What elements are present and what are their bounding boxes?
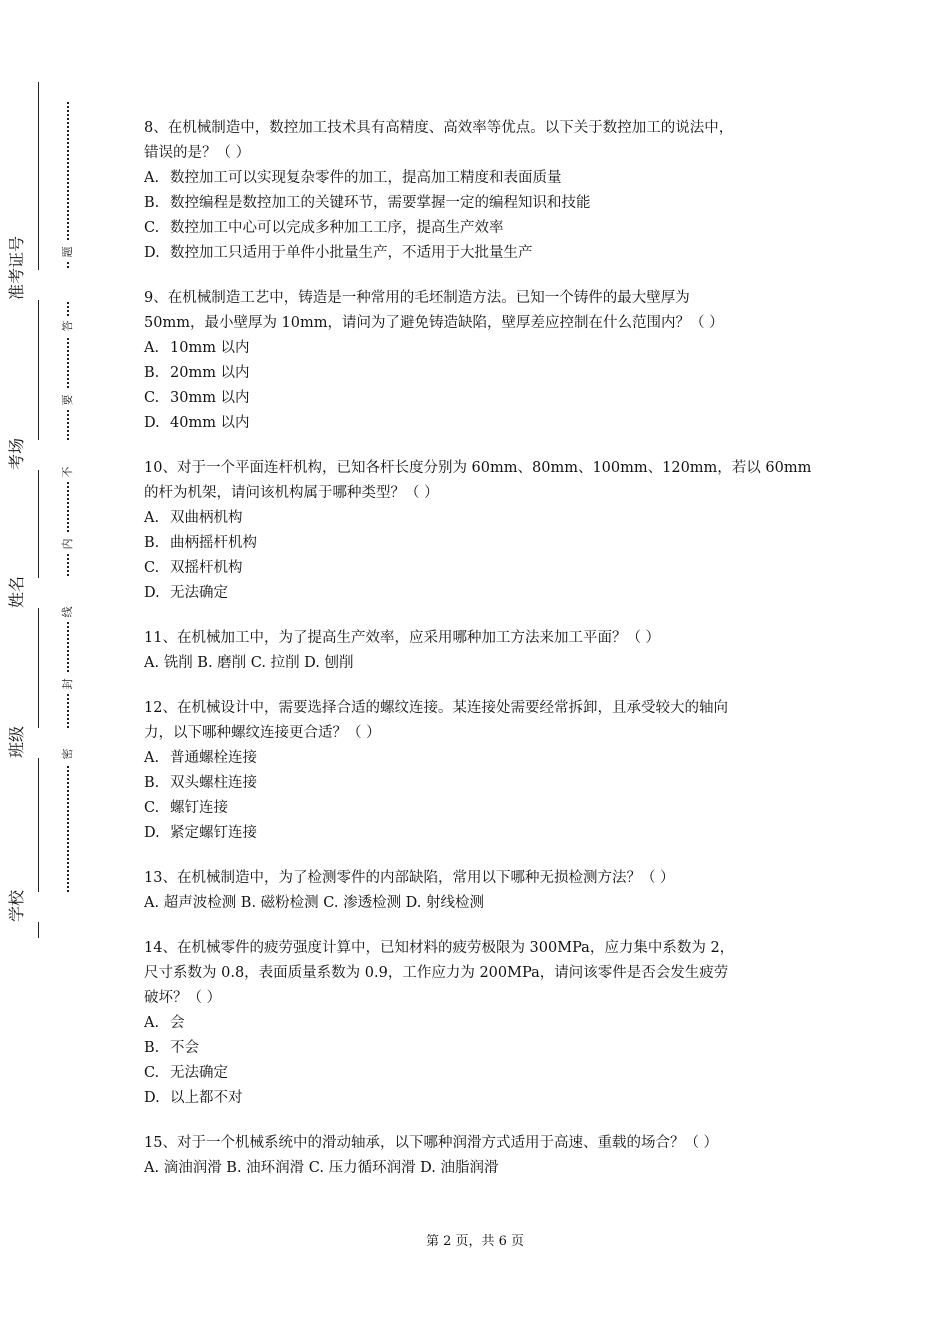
seal-char: 封 xyxy=(58,674,78,694)
option-text: 双曲柄机构 xyxy=(170,510,243,526)
seal-char: 密 xyxy=(58,744,78,764)
seal-char: 题 xyxy=(58,242,78,262)
option-a xyxy=(144,1011,824,1036)
option-letter: C. xyxy=(144,800,160,816)
question-8 xyxy=(144,116,824,266)
option-letter: D. xyxy=(144,585,160,601)
option-text: 数控加工只适用于单件小批量生产，不适用于大批量生产 xyxy=(170,245,533,261)
question-text: 50mm，最小壁厚为 10mm，请问为了避免铸造缺陷，壁厚差应控制在什么范围内？（ ） xyxy=(144,315,724,331)
option-b xyxy=(144,191,824,216)
option-letter: A. xyxy=(144,510,160,526)
option-a xyxy=(144,336,824,361)
question-text: 12、在机械设计中，需要选择合适的螺纹连接。某连接处需要经常拆卸，且承受较大的轴向 xyxy=(144,700,728,716)
question-text: 力，以下哪种螺纹连接更合适？（ ） xyxy=(144,725,381,741)
option-letter: D. xyxy=(144,1090,160,1106)
seal-char: 要 xyxy=(58,390,78,410)
seal-char: 内 xyxy=(58,534,78,554)
option-letter: A. xyxy=(144,340,160,356)
option-text: 紧定螺钉连接 xyxy=(170,825,257,841)
option-text: 10mm 以内 xyxy=(170,340,250,356)
question-text: 8、在机械制造中，数控加工技术具有高精度、高效率等优点。以下关于数控加工的说法中， xyxy=(144,120,734,136)
option-letter: D. xyxy=(144,245,160,261)
option-text: 不会 xyxy=(170,1040,199,1056)
option-text: 会 xyxy=(170,1015,185,1031)
question-9 xyxy=(144,286,824,436)
option-text: 40mm 以内 xyxy=(170,415,250,431)
question-text: 尺寸系数为 0.8，表面质量系数为 0.9，工作应力为 200MPa，请问该零件是否会发生疲劳 xyxy=(144,965,729,981)
binding-label-exam-number: 准考证号 xyxy=(2,270,76,300)
option-letter: C. xyxy=(144,390,160,406)
option-c xyxy=(144,556,824,581)
seal-char: 线 xyxy=(58,602,78,622)
page-number: 第 2 页，共 6 页 xyxy=(425,1234,525,1249)
option-letter: B. xyxy=(144,365,160,381)
option-b xyxy=(144,771,824,796)
option-a xyxy=(144,746,824,771)
option-c xyxy=(144,386,824,411)
seal-char: 不 xyxy=(58,462,78,482)
option-letter: B. xyxy=(144,1040,160,1056)
question-text: 错误的是？（ ） xyxy=(144,145,251,161)
option-letter: B. xyxy=(144,775,160,791)
option-a xyxy=(144,506,824,531)
option-d xyxy=(144,581,824,606)
option-text: 20mm 以内 xyxy=(170,365,250,381)
option-letter: D. xyxy=(144,825,160,841)
option-b xyxy=(144,361,824,386)
option-letter: D. xyxy=(144,415,160,431)
option-d xyxy=(144,821,824,846)
option-d xyxy=(144,241,824,266)
option-c xyxy=(144,796,824,821)
binding-solid-line xyxy=(38,82,39,938)
question-text: 10、对于一个平面连杆机构，已知各杆长度分别为 60mm、80mm、100mm、120mm，若以 60mm xyxy=(144,460,812,476)
question-11 xyxy=(144,626,824,676)
question-10 xyxy=(144,456,824,606)
inline-options: A. 滴油润滑 B. 油环润滑 C. 压力循环润滑 D. 油脂润滑 xyxy=(144,1160,499,1176)
question-text: 11、在机械加工中，为了提高生产效率，应采用哪种加工方法来加工平面？（ ） xyxy=(144,630,661,646)
question-text: 的杆为机架，请问该机构属于哪种类型？（ ） xyxy=(144,485,439,501)
question-text: 15、对于一个机械系统中的滑动轴承，以下哪种润滑方式适用于高速、重载的场合？（ ） xyxy=(144,1135,719,1151)
question-13 xyxy=(144,866,824,916)
option-a xyxy=(144,166,824,191)
option-b xyxy=(144,1036,824,1061)
question-text: 13、在机械制造中，为了检测零件的内部缺陷，常用以下哪种无损检测方法？（ ） xyxy=(144,870,675,886)
option-letter: B. xyxy=(144,535,160,551)
binding-label-name: 姓名 xyxy=(2,578,76,608)
option-text: 螺钉连接 xyxy=(170,800,228,816)
option-text: 数控加工中心可以完成多种加工工序，提高生产效率 xyxy=(170,220,504,236)
seal-char: 答 xyxy=(58,316,78,336)
option-text: 双头螺柱连接 xyxy=(170,775,257,791)
binding-label-class: 班级 xyxy=(2,728,76,758)
option-c xyxy=(144,1061,824,1086)
binding-label-school: 学校 xyxy=(2,892,76,922)
option-text: 数控编程是数控加工的关键环节，需要掌握一定的编程知识和技能 xyxy=(170,195,591,211)
question-text: 14、在机械零件的疲劳强度计算中，已知材料的疲劳极限为 300MPa，应力集中系数为 2， xyxy=(144,940,735,956)
option-text: 以上都不对 xyxy=(170,1090,243,1106)
option-letter: A. xyxy=(144,170,160,186)
option-text: 30mm 以内 xyxy=(170,390,250,406)
question-14 xyxy=(144,936,824,1111)
binding-dotted-line xyxy=(67,102,69,908)
inline-options: A. 铣削 B. 磨削 C. 拉削 D. 刨削 xyxy=(144,655,354,671)
option-text: 无法确定 xyxy=(170,1065,228,1081)
binding-margin xyxy=(0,0,100,1344)
option-c xyxy=(144,216,824,241)
option-letter: A. xyxy=(144,750,160,766)
question-list xyxy=(144,116,824,1201)
option-text: 普通螺栓连接 xyxy=(170,750,257,766)
inline-options: A. 超声波检测 B. 磁粉检测 C. 渗透检测 D. 射线检测 xyxy=(144,895,485,911)
option-text: 曲柄摇杆机构 xyxy=(170,535,257,551)
option-text: 数控加工可以实现复杂零件的加工，提高加工精度和表面质量 xyxy=(170,170,562,186)
option-text: 双摇杆机构 xyxy=(170,560,243,576)
option-b xyxy=(144,531,824,556)
option-letter: A. xyxy=(144,1015,160,1031)
question-12 xyxy=(144,696,824,846)
option-letter: B. xyxy=(144,195,160,211)
question-text: 破坏？（ ） xyxy=(144,990,222,1006)
option-letter: C. xyxy=(144,560,160,576)
option-d xyxy=(144,1086,824,1111)
option-text: 无法确定 xyxy=(170,585,228,601)
option-letter: C. xyxy=(144,220,160,236)
binding-label-exam-room: 考场 xyxy=(2,440,76,470)
question-15 xyxy=(144,1131,824,1181)
option-d xyxy=(144,411,824,436)
option-letter: C. xyxy=(144,1065,160,1081)
question-text: 9、在机械制造工艺中，铸造是一种常用的毛坯制造方法。已知一个铸件的最大壁厚为 xyxy=(144,290,690,306)
